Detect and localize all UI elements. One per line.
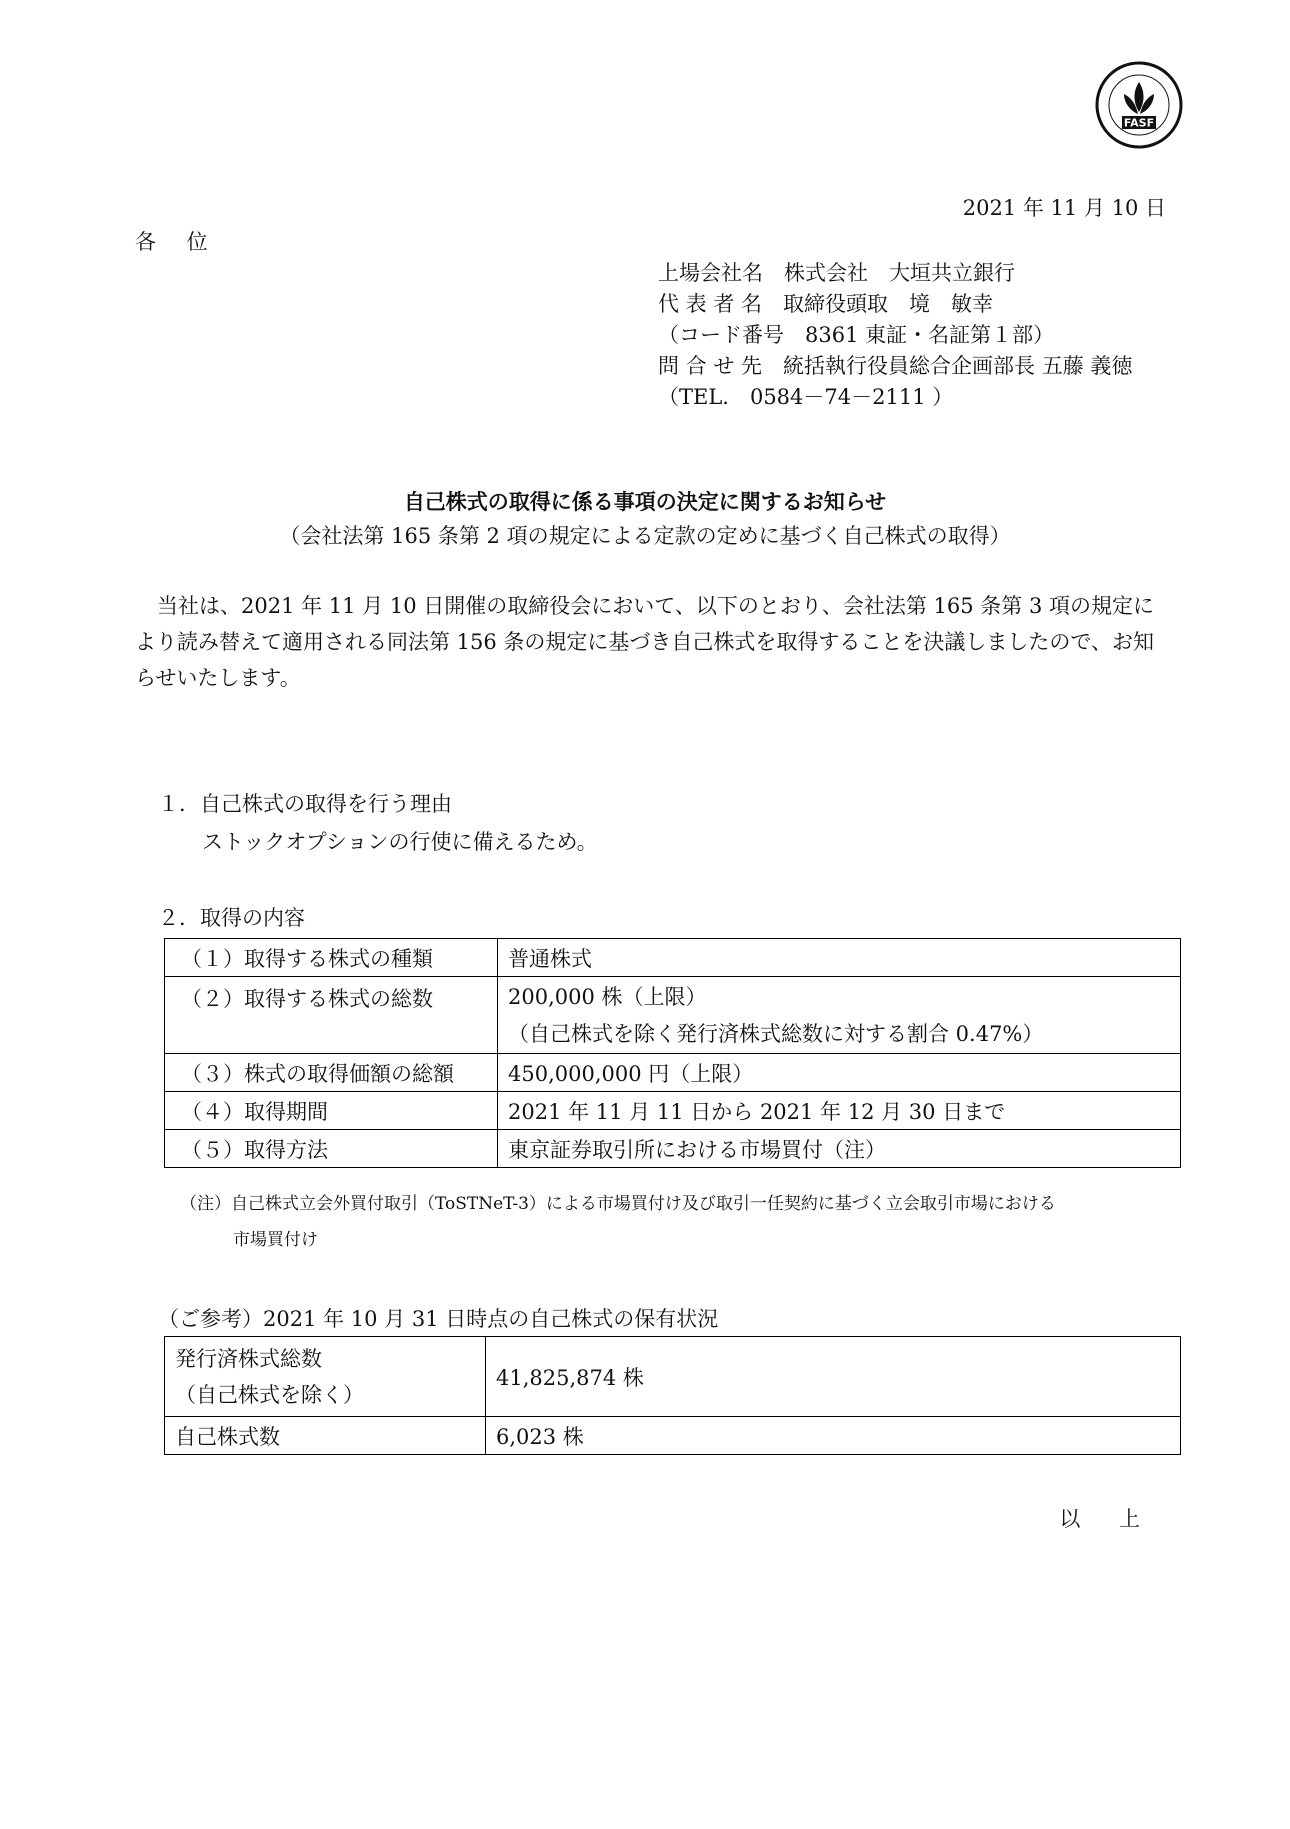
- row-label: （４）取得期間: [165, 1092, 498, 1130]
- holdings-table: [164, 1336, 1181, 1455]
- section1-heading: １．自己株式の取得を行う理由: [158, 792, 452, 816]
- table-row: [165, 977, 1181, 1054]
- row-value-line1: 200,000 株（上限）: [508, 985, 707, 1009]
- table-row: [165, 939, 1181, 977]
- row-label-line1: 発行済株式総数: [175, 1346, 322, 1371]
- row-value: 東京証券取引所における市場買付（注）: [498, 1130, 1181, 1168]
- table-row: [165, 1054, 1181, 1092]
- closing-mark: 以 上: [1059, 1507, 1156, 1531]
- row-label: 自己株式数: [165, 1417, 486, 1455]
- row-value: 2021 年 11 月 11 日から 2021 年 12 月 30 日まで: [498, 1092, 1181, 1130]
- note-line1: （注）自己株式立会外買付取引（ToSTNeT-3）による市場買付け及び取引一任契約に基づく立会取引市場における: [180, 1194, 1056, 1214]
- row-label: （１）取得する株式の種類: [165, 939, 498, 977]
- company-name: 上場会社名 株式会社 大垣共立銀行: [658, 261, 1015, 285]
- table-row: [165, 1092, 1181, 1130]
- body-paragraph: 当社は、2021 年 11 月 10 日開催の取締役会において、以下のとおり、会社法第 165 条第 3 項の規定により読み替えて適用される同法第 156 条の規定に基づき自己株式を取得することを決議しましたので、お知らせいたします。: [135, 594, 1155, 690]
- page-title: 自己株式の取得に係る事項の決定に関するお知らせ: [403, 489, 887, 514]
- code-number: （コード番号 8361 東証・名証第１部）: [658, 323, 1055, 347]
- contact: 問 合 せ 先 統括執行役員総合企画部長 五藤 義徳: [658, 354, 1133, 378]
- reference-heading: （ご参考）2021 年 10 月 31 日時点の自己株式の保有状況: [158, 1307, 719, 1331]
- section1-text: ストックオプションの行使に備えるため。: [202, 830, 598, 854]
- addressee: 各 位: [135, 230, 220, 254]
- row-label: （３）株式の取得価額の総額: [165, 1054, 498, 1092]
- fasf-logo: [1094, 60, 1184, 150]
- row-value: [498, 977, 1181, 1054]
- section2-heading: ２．取得の内容: [158, 906, 305, 930]
- note-line2: 市場買付け: [233, 1230, 318, 1250]
- row-value-line2: （自己株式を除く発行済株式総数に対する割合 0.47%）: [508, 1022, 1044, 1046]
- company-info: [658, 258, 1132, 413]
- row-value: 41,825,874 株: [486, 1337, 1181, 1417]
- telephone: （TEL. 0584－74－2111 ）: [658, 385, 954, 409]
- table-note: [180, 1186, 1180, 1258]
- row-label: （２）取得する株式の総数: [165, 977, 498, 1054]
- representative: 代 表 者 名 取締役頭取 境 敏幸: [658, 292, 994, 316]
- row-value: 6,023 株: [486, 1417, 1181, 1455]
- row-label: [165, 1337, 486, 1417]
- logo-text: FASF: [1123, 116, 1155, 130]
- table-row: [165, 1130, 1181, 1168]
- document-date: 2021 年 11 月 10 日: [962, 196, 1166, 220]
- table-row: [165, 1417, 1181, 1455]
- row-value: 450,000,000 円（上限）: [498, 1054, 1181, 1092]
- page-subtitle: （会社法第 165 条第 2 項の規定による定款の定めに基づく自己株式の取得）: [279, 524, 1011, 548]
- row-value: 普通株式: [498, 939, 1181, 977]
- table-row: [165, 1337, 1181, 1417]
- row-label: （５）取得方法: [165, 1130, 498, 1168]
- acquisition-table: [164, 938, 1181, 1168]
- row-label-line2: （自己株式を除く）: [175, 1382, 364, 1407]
